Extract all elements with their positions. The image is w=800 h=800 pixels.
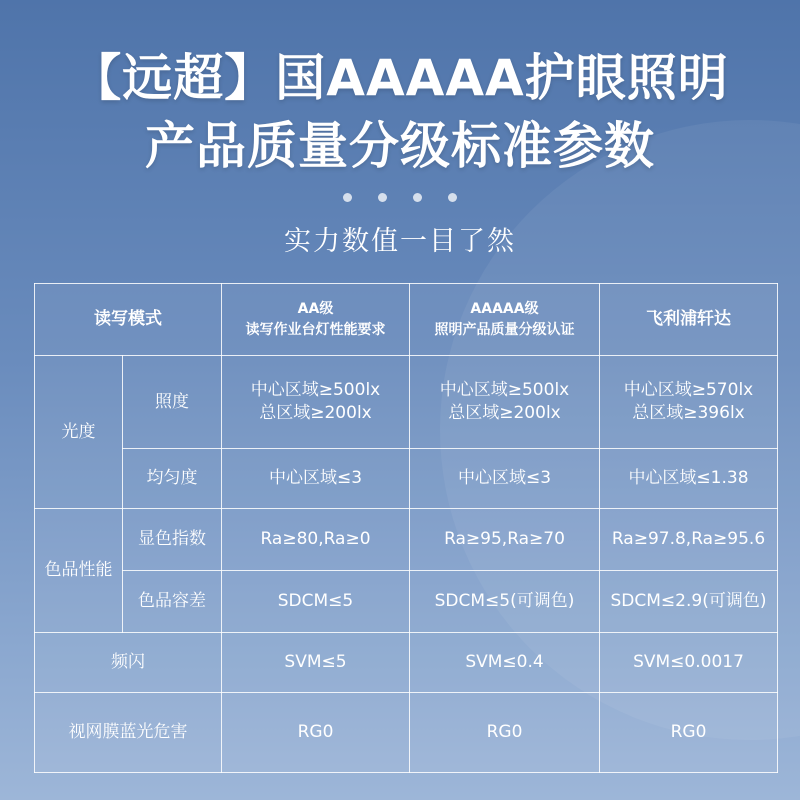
cell-tolerance-brand: SDCM≤2.9(可调色) [600, 571, 778, 633]
decorative-dots [0, 187, 800, 206]
row-label-bluelight: 视网膜蓝光危害 [35, 693, 222, 773]
cell-line: 总区域≥200lx [259, 403, 372, 423]
cell-line: 中心区域≥500lx [439, 380, 570, 401]
table-row-uniformity [35, 449, 778, 509]
cell-tolerance-aa: SDCM≤5 [222, 571, 410, 633]
cell-bluelight-aa: RG0 [222, 693, 410, 773]
dot-icon [448, 193, 457, 202]
group-color-label: 色品性能 [35, 509, 123, 633]
cell-line: 中心区域≥570lx [623, 380, 754, 401]
header-aaaaa-desc: 照明产品质量分级认证 [434, 321, 575, 338]
cell-cri-aa: Ra≥80,Ra≥0 [222, 509, 410, 571]
dot-icon [413, 193, 422, 202]
cell-cri-aaaaa: Ra≥95,Ra≥70 [410, 509, 600, 571]
comparison-table [34, 283, 778, 773]
cell-flicker-brand: SVM≤0.0017 [600, 633, 778, 693]
row-label-tolerance: 色品容差 [123, 571, 222, 633]
cell-uniformity-aaaaa: 中心区域≤3 [410, 449, 600, 509]
table-header-row [35, 284, 778, 356]
header-brand: 飞利浦轩达 [600, 284, 778, 356]
table-row-illuminance [35, 356, 778, 449]
cell-flicker-aa: SVM≤5 [222, 633, 410, 693]
page-title-line-1: 【远超】国AAAAA护眼照明 [71, 49, 729, 107]
table-row-bluelight [35, 693, 778, 773]
dot-icon [343, 193, 352, 202]
row-label-illuminance: 照度 [123, 356, 222, 449]
cell-line: 总区域≥396lx [632, 403, 745, 423]
cell-line: 总区域≥200lx [448, 403, 561, 423]
cell-uniformity-aa: 中心区域≤3 [222, 449, 410, 509]
table-row-flicker [35, 633, 778, 693]
header-aa-title: AA级 [297, 301, 334, 318]
cell-illuminance-aa [222, 356, 410, 449]
cell-flicker-aaaaa: SVM≤0.4 [410, 633, 600, 693]
table-row-tolerance [35, 571, 778, 633]
dot-icon [378, 193, 387, 202]
cell-bluelight-aaaaa: RG0 [410, 693, 600, 773]
row-label-flicker: 频闪 [35, 633, 222, 693]
cell-bluelight-brand: RG0 [600, 693, 778, 773]
header-aa [222, 284, 410, 356]
cell-tolerance-aaaaa: SDCM≤5(可调色) [410, 571, 600, 633]
header-aaaaa-title: AAAAA级 [470, 301, 539, 318]
row-label-cri: 显色指数 [123, 509, 222, 571]
cell-illuminance-aaaaa [410, 356, 600, 449]
cell-cri-brand: Ra≥97.8,Ra≥95.6 [600, 509, 778, 571]
page-subtitle: 实力数值一目了然 [284, 226, 516, 257]
header-aa-desc: 读写作业台灯性能要求 [245, 321, 386, 338]
cell-line: 中心区域≥500lx [250, 380, 381, 401]
header-aaaaa [410, 284, 600, 356]
cell-uniformity-brand: 中心区域≤1.38 [600, 449, 778, 509]
table-row-cri [35, 509, 778, 571]
header-mode-label: 读写模式 [35, 284, 222, 356]
page-title-line-2: 产品质量分级标准参数 [145, 117, 655, 175]
group-light-label: 光度 [35, 356, 123, 509]
row-label-uniformity: 均匀度 [123, 449, 222, 509]
cell-illuminance-brand [600, 356, 778, 449]
